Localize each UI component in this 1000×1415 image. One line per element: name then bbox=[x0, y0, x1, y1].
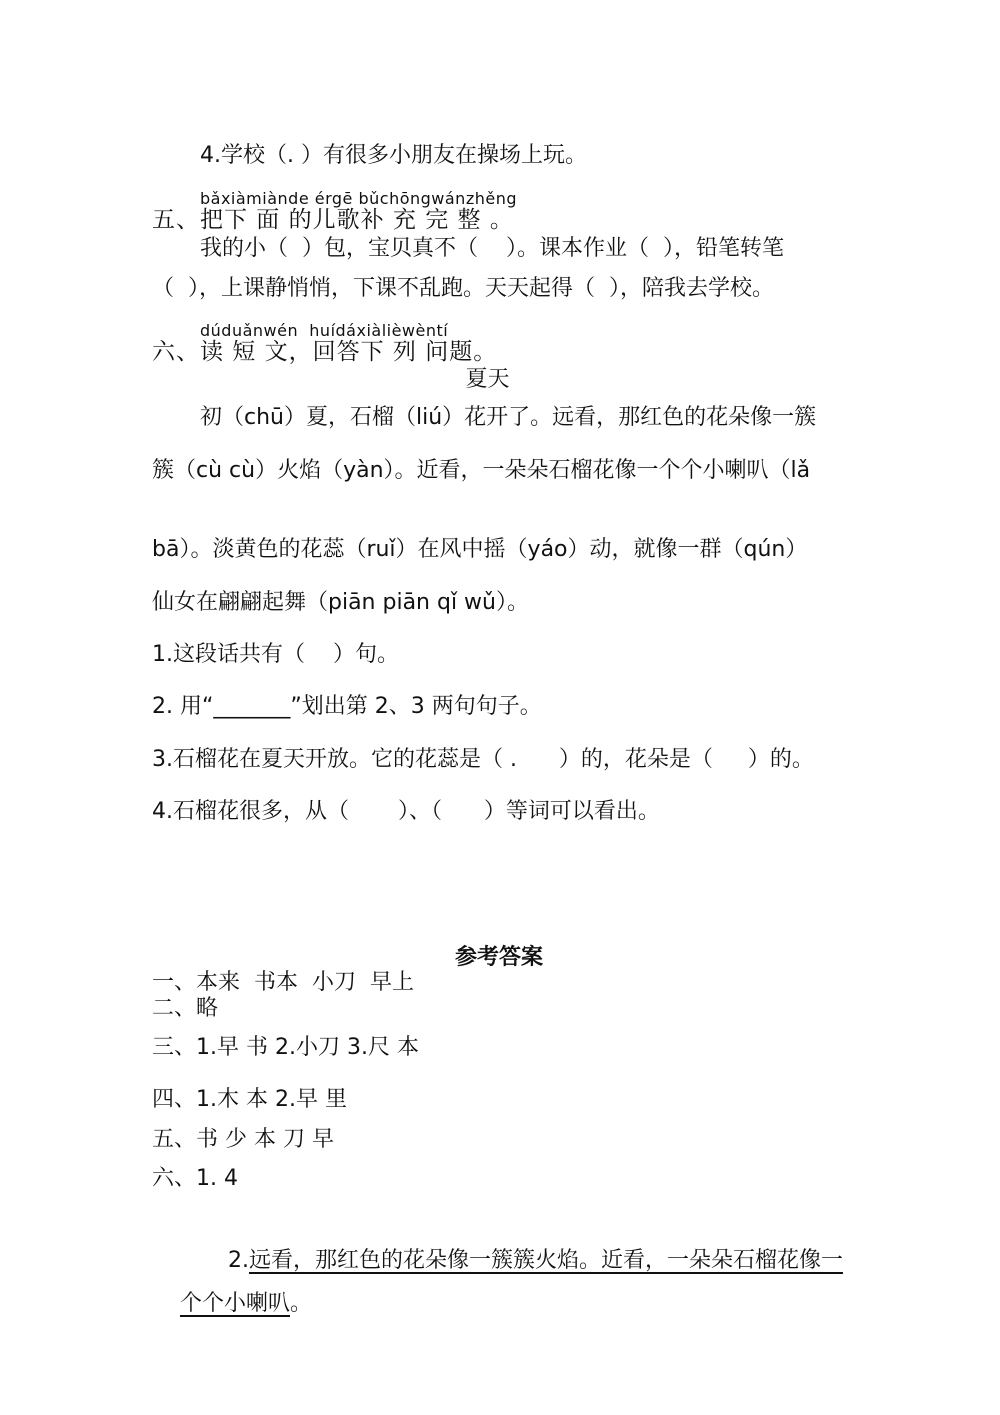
answer-5: 五、书 少 本 刀 早 bbox=[152, 1127, 334, 1152]
section-5-title: 五、把下 面 的儿歌补 充 完 整 。 bbox=[152, 207, 514, 233]
section-5-pinyin: bǎxiàmiànde érgē bǔchōngwánzhěng bbox=[200, 189, 517, 208]
section-6-question-1: 1.这段话共有（ ）句。 bbox=[152, 642, 399, 667]
passage-line-1: 初（chū）夏，石榴（liú）花开了。远看，那红色的花朵像一簇 bbox=[200, 405, 817, 430]
answers-heading: 参考答案 bbox=[454, 945, 543, 970]
passage-line-3: bā）。淡黄色的花蕊（ruǐ）在风中摇（yáo）动，就像一群（qún） bbox=[152, 537, 808, 562]
section-5-line-2: （ ），上课静悄悄，下课不乱跑。天天起得（ ），陪我去学校。 bbox=[152, 276, 774, 301]
answer-6-2-line-2 bbox=[152, 1259, 312, 1349]
section-5-line-1: 我的小（ ）包，宝贝真不（ ）。课本作业（ ），铅笔转笔 bbox=[200, 236, 784, 261]
answer-6-2-prefix: 2. bbox=[227, 1248, 249, 1273]
passage-line-4: 仙女在翩翩起舞（piān piān qǐ wǔ）。 bbox=[152, 590, 529, 615]
section-6-title: 六、读 短 文，回答下 列 问题。 bbox=[152, 339, 498, 365]
answer-6-2-end: 。 bbox=[290, 1291, 313, 1316]
answer-6-2-underlined-2: 个个小喇叭 bbox=[179, 1291, 290, 1316]
answer-6-1: 六、1. 4 bbox=[152, 1166, 238, 1191]
passage-title: 夏天 bbox=[465, 367, 510, 392]
question-4-line: 4.学校（. ）有很多小朋友在操场上玩。 bbox=[200, 143, 587, 168]
section-6-pinyin: dúduǎnwén huídáxiàlièwèntí bbox=[200, 321, 449, 340]
answer-3: 三、1.早 书 2.小刀 3.尺 本 bbox=[152, 1035, 419, 1060]
answer-2: 二、略 bbox=[152, 996, 219, 1021]
section-6-question-3: 3.石榴花在夏天开放。它的花蕊是（ . ）的，花朵是（ ）的。 bbox=[152, 747, 814, 772]
answer-6-2-underlined-1: 远看，那红色的花朵像一簇簇火焰。近看，一朵朵石榴花像一 bbox=[248, 1248, 843, 1273]
section-6-question-2: 2. 用“_______”划出第 2、3 两句句子。 bbox=[152, 694, 542, 719]
answer-4: 四、1.木 本 2.早 里 bbox=[152, 1087, 347, 1112]
answer-1: 一、本来 书本 小刀 早上 bbox=[152, 970, 414, 995]
section-6-question-4: 4.石榴花很多，从（ ）、（ ）等词可以看出。 bbox=[152, 799, 660, 824]
passage-line-2: 簇（cù cù）火焰（yàn）。近看，一朵朵石榴花像一个个小喇叭（lǎ bbox=[152, 458, 811, 483]
